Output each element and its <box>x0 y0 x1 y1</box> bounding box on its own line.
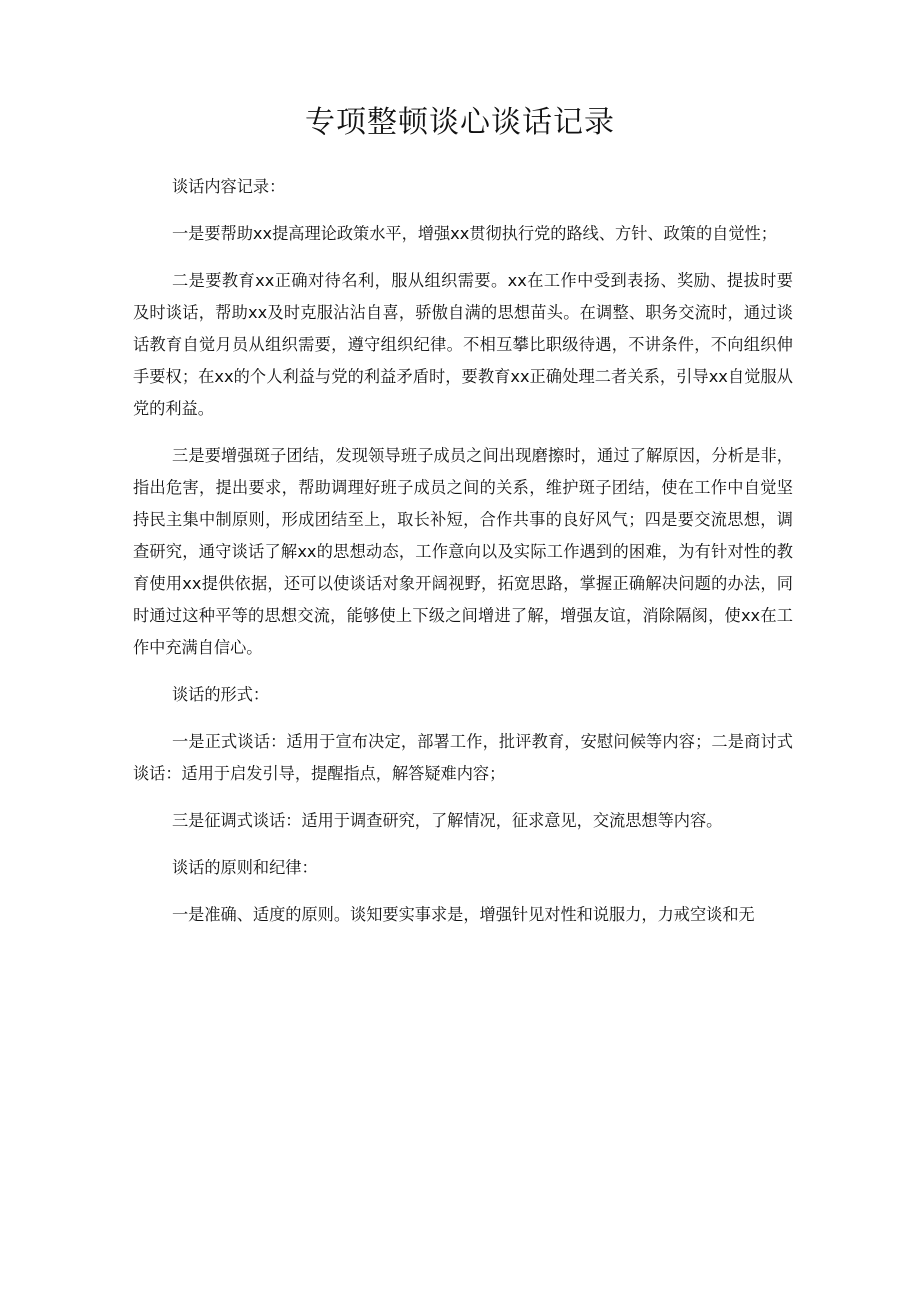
section-heading-forms: 谈话的形式： <box>172 685 270 704</box>
section-heading-principles: 谈话的原则和纪律： <box>172 858 318 877</box>
paragraph-item-2: 二是要教育xx正确对待名利，服从组织需要。xx在工作中受到表扬、奖励、提拔时要及时谈话，帮助xx及时克服沾沾自喜，骄傲自满的思想苗头。在调整、职务交流时，通过谈话教育自觉月员从组织需要，遵守组织纪律。不相互攀比职级待遇，不讲条件，不向组织伸手要权；在xx的个人利益与党的利益矛盾时，要教育xx正确处理二者关系，引导xx自觉服从党的利益。 <box>133 271 793 418</box>
document-title: 专项整顿谈心谈话记录 <box>305 105 615 140</box>
paragraph-principle-1: 一是准确、适度的原则。谈知要实事求是，增强针见对性和说服力，力戒空谈和无 <box>172 905 755 924</box>
document-body <box>133 171 793 946</box>
paragraph-item-3-4: 三是要增强斑子团结，发现领导班子成员之间出现磨擦时，通过了解原因，分析是非，指出危害，提出要求，帮助调理好班子成员之间的关系，维护斑子团结，使在工作中自觉坚持民主集中制原则，形成团结至上，取长补短，合作共事的良好风气；四是要交流思想，调查研究，通守谈话了解xx的思想动态，工作意向以及实际工作遇到的困难，为有针对性的教育使用xx提供依据，还可以使谈话对象开阔视野，拓宽思路，掌握正确解决问题的办法，同时通过这种平等的思想交流，能够使上下级之间增进了解，增强友谊，消除隔阂，使xx在工作中充满自信心。 <box>133 446 793 657</box>
section-heading-content-record: 谈话内容记录： <box>172 177 286 196</box>
paragraph-forms-1-2: 一是正式谈话：适用于宣布决定，部署工作，批评教育，安慰问候等内容；二是商讨式谈话：适用于启发引导，提醒指点，解答疑难内容； <box>133 732 793 783</box>
paragraph-forms-3: 三是征调式谈话：适用于调查研究，了解情况，征求意见，交流思想等内容。 <box>172 811 723 830</box>
paragraph-item-1: 一是要帮助xx提高理论政策水平，增强xx贯彻执行党的路线、方针、政策的自觉性； <box>172 224 777 243</box>
